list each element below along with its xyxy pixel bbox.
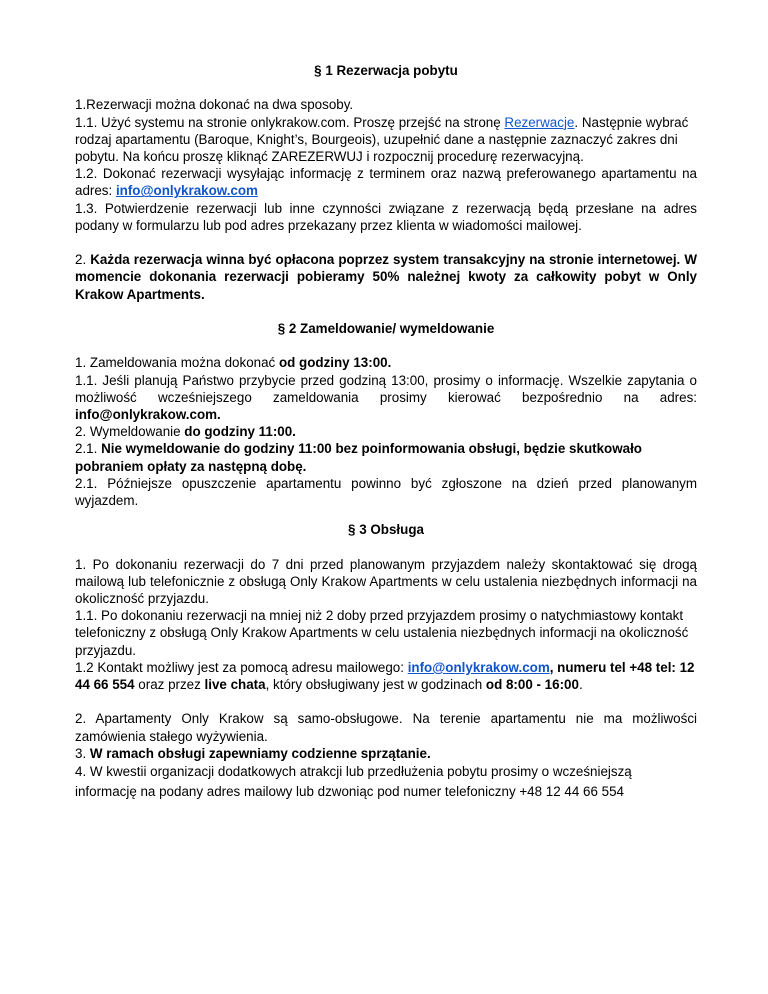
section-2-title: § 2 Zameldowanie/ wymeldowanie <box>277 321 495 336</box>
s3-p12-text-d: , który obsługiwany jest w godzinach <box>265 677 486 693</box>
section-1-title: § 1 Rezerwacja pobytu <box>314 63 458 78</box>
s3-point-1: 1. Po dokonaniu rezerwacji do 7 dni przed planowanym przyjazdem należy skontaktować się drogą mailową lub telefonicznie z obsługą Only Krakow Apartments w celu ustalenia niezbędnych informacji na okoliczność przyjazdu. <box>75 556 697 607</box>
s2-p11-email: info@onlykrakow.com. <box>75 407 221 422</box>
s1-point-1-2 <box>75 165 697 199</box>
s3-point-3 <box>75 745 697 762</box>
s2-point-1 <box>75 354 697 371</box>
s3-p12-phone: +48 tel: 12 44 66 554 <box>75 659 695 693</box>
s2-point-2-1 <box>75 440 697 474</box>
s1-p11-text-a: 1.1. Użyć systemu na stronie onlykrakow.com. Proszę przejść na stronę <box>75 114 505 130</box>
s2-point-1-1 <box>75 372 697 424</box>
s3-p12-hours: od 8:00 - 16:00 <box>485 677 579 693</box>
s3-point-1-1: 1.1. Po dokonaniu rezerwacji na mniej niż 2 doby przed przyjazdem prosimy o natychmiastowy kontakt telefoniczny z obsługą Only Krakow Apartments w celu ustalenia niezbędnych informacji na okoliczność przyjazdu. <box>75 608 689 658</box>
s3-p12-text-b: , numeru tel <box>549 659 630 675</box>
section-3-title: § 3 Obsługa <box>348 522 424 538</box>
s3-point-2: 2. Apartamenty Only Krakow są samo-obsługowe. Na terenie apartamentu nie ma możliwości zamówienia stałego wyżywienia. <box>75 711 697 744</box>
s3-p12-text-c: oraz przez <box>134 677 205 693</box>
rezerwacje-link[interactable]: Rezerwacje <box>504 114 575 130</box>
document-page <box>75 62 697 802</box>
s2-p1-text: 1. Zameldowania można dokonać <box>75 355 279 371</box>
s1-p12-text: 1.2. Dokonać rezerwacji wysyłając informację z terminem oraz nazwą preferowanego apartamentu na adres: <box>75 166 697 199</box>
email-link[interactable]: info@onlykrakow.com <box>115 183 258 199</box>
email-link-2[interactable]: info@onlykrakow.com <box>407 659 550 675</box>
s2-point-2-1b: 2.1. Późniejsze opuszczenie apartamentu powinno być zgłoszone na dzień przed planowanym wyjazdem. <box>75 475 697 509</box>
s2-point-2 <box>75 423 697 440</box>
s3-p12-text-a: 1.2 Kontakt możliwy jest za pomocą adresu mailowego: <box>75 659 408 675</box>
s2-p21-bold: Nie wymeldowanie do godziny 11:00 bez poinformowania obsługi, będzie skutkowało pobraniem opłaty za następną dobę. <box>75 441 642 474</box>
s2-p21-num: 2.1. <box>75 441 102 457</box>
s3-p3-num: 3. <box>75 745 90 761</box>
s2-p11-text: 1.1. Jeśli planują Państwo przybycie przed godziną 13:00, prosimy o informację. Wszelkie zapytania o możliwość wcześniejszego zameldowania prosimy kierować bezpośrednio na adres: <box>75 372 697 405</box>
s1-point-1: 1.Rezerwacji można dokonać na dwa sposoby. <box>75 97 354 113</box>
s3-point-4: 4. W kwestii organizacji dodatkowych atrakcji lub przedłużenia pobytu prosimy o wcześniejszą informację na podany adres mailowy lub dzwoniąc pod numer telefoniczny +48 12 44 66 554 <box>75 764 632 800</box>
s1-point-2 <box>75 251 697 303</box>
s2-p2-bold: do godziny 11:00. <box>184 424 296 440</box>
s1-p11-text-b: . Następnie wybrać rodzaj apartamentu (Baroque, Knight’s, Bourgeois), uzupełnić dane a następnie zaznaczyć zakres dni pobytu. Na końcu proszę kliknąć ZAREZERWUJ i rozpocznij procedurę rezerwacyjną. <box>75 114 689 164</box>
s1-p2-num: 2. <box>75 252 91 268</box>
s1-point-1-3: 1.3. Potwierdzenie rezerwacji lub inne czynności związane z rezerwacją będą przesłane na adres podany w formularzu lub pod adres przekazany przez klienta w wiadomości mailowej. <box>75 200 697 233</box>
s1-p2-bold: Każda rezerwacja winna być opłacona poprzez system transakcyjny na stronie internetowej. W momencie dokonania rezerwacji pobieramy 50% należnej kwoty za całkowity pobyt w Only Krakow Apartments. <box>75 252 697 302</box>
s3-point-1-2 <box>75 659 697 693</box>
s2-p1-bold: od godziny 13:00. <box>278 355 392 371</box>
s3-p12-text-e: . <box>578 677 583 693</box>
s3-p3-bold: W ramach obsługi zapewniamy codzienne sprzątanie. <box>89 745 431 761</box>
s1-point-1-1 <box>75 114 697 166</box>
s2-p2-text: 2. Wymeldowanie <box>75 424 185 440</box>
s3-p12-chat: live chata <box>204 677 266 693</box>
